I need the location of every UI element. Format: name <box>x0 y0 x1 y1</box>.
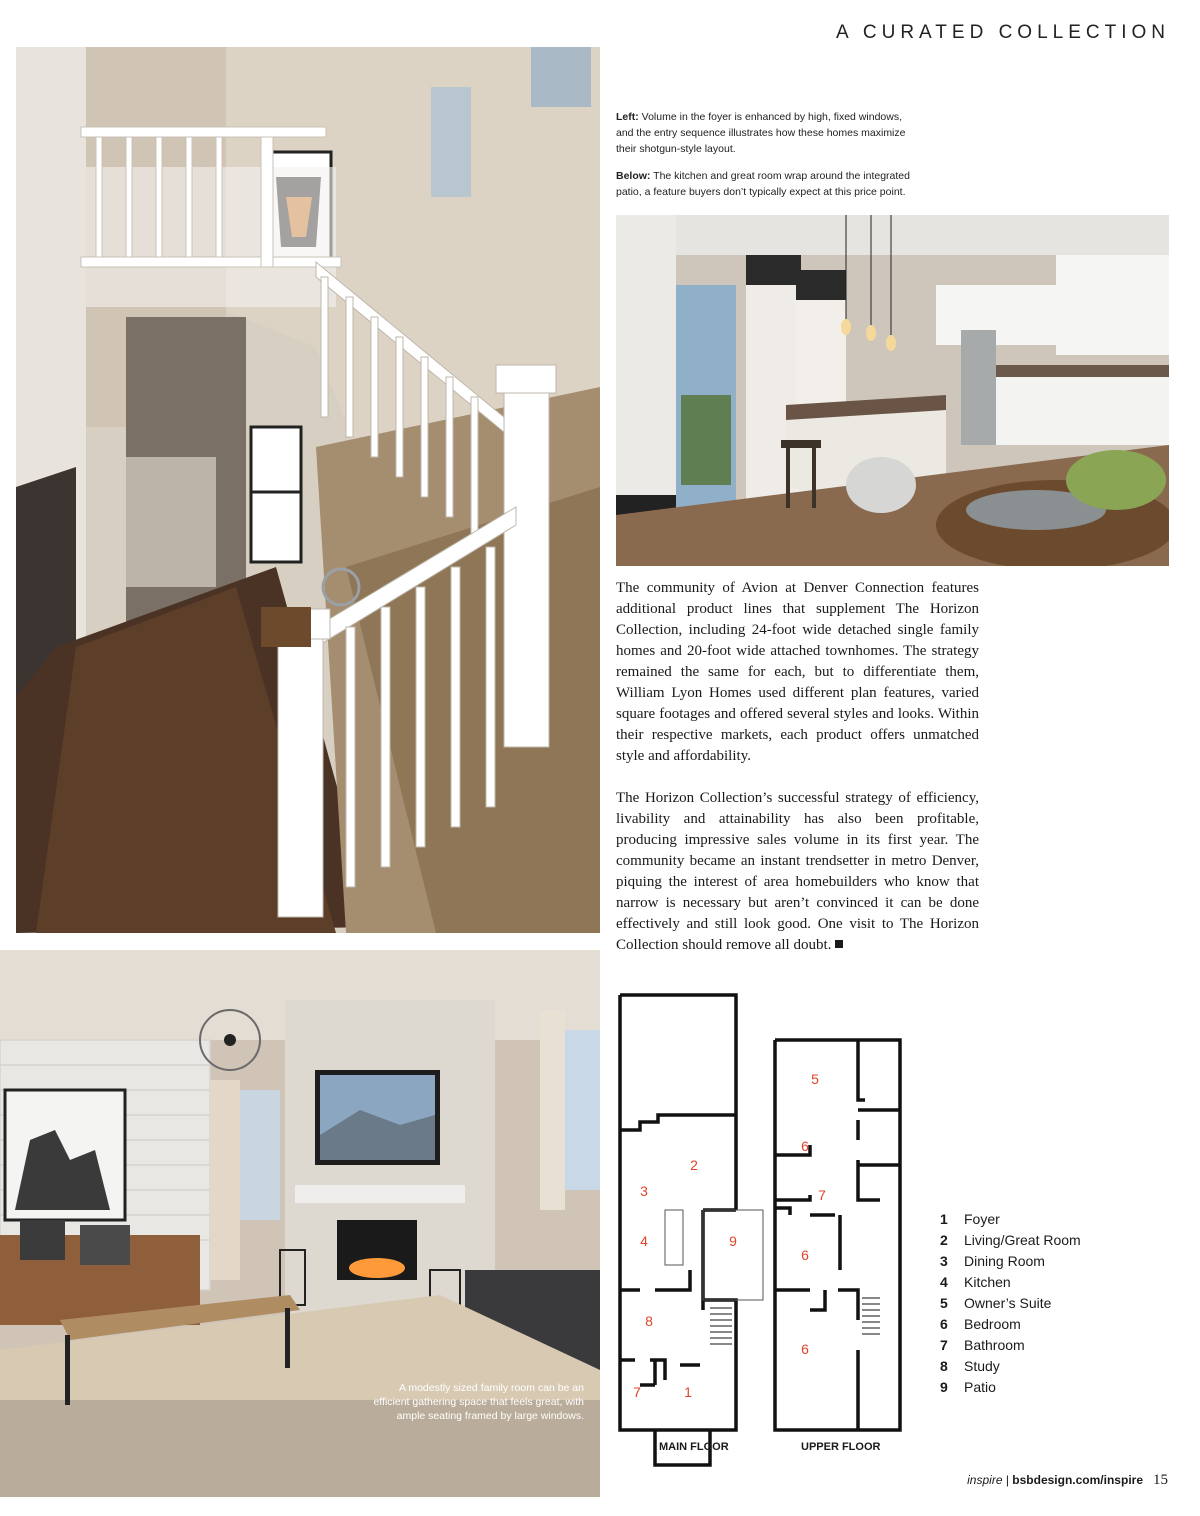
legend-number: 6 <box>940 1315 948 1332</box>
article-paragraph-text: The Horizon Collection’s successful strategy of efficiency, livability and attainability has also been profitable, producing impressive sales volume in its first year. The community became an instant trendsetter in metro Denver, piquing the interest of area homebuilders who know that narrow is necessary but aren’t convinced it can be done effectively and still look good. One visit to The Horizon Collection should remove all doubt. <box>616 790 979 953</box>
legend-item <box>940 1271 1140 1292</box>
upper-floor-plan <box>775 1040 900 1430</box>
legend-number: 1 <box>940 1210 948 1227</box>
upper-floor-label: UPPER FLOOR <box>801 1441 881 1453</box>
legend-room-name: Patio <box>964 1378 996 1395</box>
legend-item <box>940 1376 1140 1397</box>
article-paragraph: The community of Avion at Denver Connection features additional product lines that supplement The Horizon Collection, including 24-foot wide detached single family homes and 20-foot wide attached townhomes. The strategy remained the same for each, but to differentiate them, William Lyon Homes used different plan features, varied square footages and offered several styles and looks. Within their respective markets, each product offers unmatched style and affordability. <box>616 580 979 764</box>
legend-room-name: Living/Great Room <box>964 1231 1081 1248</box>
upper-room-number: 6 <box>801 1247 809 1263</box>
legend-number: 8 <box>940 1357 948 1374</box>
end-of-article-mark <box>835 940 843 948</box>
legend-number: 2 <box>940 1231 948 1248</box>
upper-room-number: 6 <box>801 1341 809 1357</box>
legend-room-name: Kitchen <box>964 1273 1011 1290</box>
main-room-number: 4 <box>640 1233 648 1249</box>
upper-room-number: 7 <box>818 1187 826 1203</box>
article-body <box>616 578 979 977</box>
below-caption-label: Below: <box>616 170 651 183</box>
legend-item <box>940 1313 1140 1334</box>
legend-item <box>940 1208 1140 1229</box>
legend-number: 5 <box>940 1294 948 1311</box>
left-caption-text: Volume in the foyer is enhanced by high, fixed windows, and the entry sequence illustrates how these homes maximize their shotgun-style layout. <box>616 111 906 155</box>
legend-item <box>940 1250 1140 1271</box>
legend-room-name: Bedroom <box>964 1315 1021 1332</box>
left-caption-label: Left: <box>616 111 639 123</box>
family-room-caption: A modestly sized family room can be an efficient gathering space that feels great, with ample seating framed by large windows. <box>373 1382 584 1423</box>
main-room-number: 7 <box>633 1384 641 1400</box>
room-legend <box>940 1208 1140 1397</box>
section-header: A CURATED COLLECTION <box>835 22 1170 43</box>
legend-item <box>940 1229 1140 1250</box>
main-room-number: 3 <box>640 1183 648 1199</box>
page-footer <box>967 1472 1168 1489</box>
legend-room-name: Dining Room <box>964 1252 1045 1269</box>
foyer-photo <box>16 47 600 933</box>
kitchen-photo <box>616 215 1169 566</box>
magazine-name: inspire <box>967 1473 1003 1487</box>
photo-captions <box>616 110 916 213</box>
below-caption-text: The kitchen and great room wrap around the integrated patio, a feature buyers don’t typically expect at this price point. <box>616 170 910 198</box>
main-room-number: 9 <box>729 1233 737 1249</box>
footer-website-link[interactable]: bsbdesign.com/inspire <box>1012 1473 1143 1487</box>
legend-item <box>940 1355 1140 1376</box>
legend-number: 7 <box>940 1336 948 1353</box>
main-floor-label: MAIN FLOOR <box>659 1441 729 1453</box>
main-room-number: 2 <box>690 1157 698 1173</box>
floor-plan-diagram <box>610 990 930 1470</box>
page-number: 15 <box>1153 1472 1168 1488</box>
legend-number: 4 <box>940 1273 948 1290</box>
legend-item <box>940 1292 1140 1313</box>
legend-number: 9 <box>940 1378 948 1395</box>
legend-room-name: Study <box>964 1357 1000 1374</box>
legend-item <box>940 1334 1140 1355</box>
upper-room-number: 5 <box>811 1071 819 1087</box>
legend-room-name: Owner’s Suite <box>964 1294 1052 1311</box>
legend-room-name: Bathroom <box>964 1336 1025 1353</box>
article-paragraph <box>616 788 979 956</box>
legend-room-name: Foyer <box>964 1210 1000 1227</box>
upper-room-number: 6 <box>801 1138 809 1154</box>
footer-separator: | <box>1002 1473 1013 1487</box>
legend-number: 3 <box>940 1252 948 1269</box>
main-room-number: 8 <box>645 1313 653 1329</box>
main-room-number: 1 <box>684 1384 692 1400</box>
